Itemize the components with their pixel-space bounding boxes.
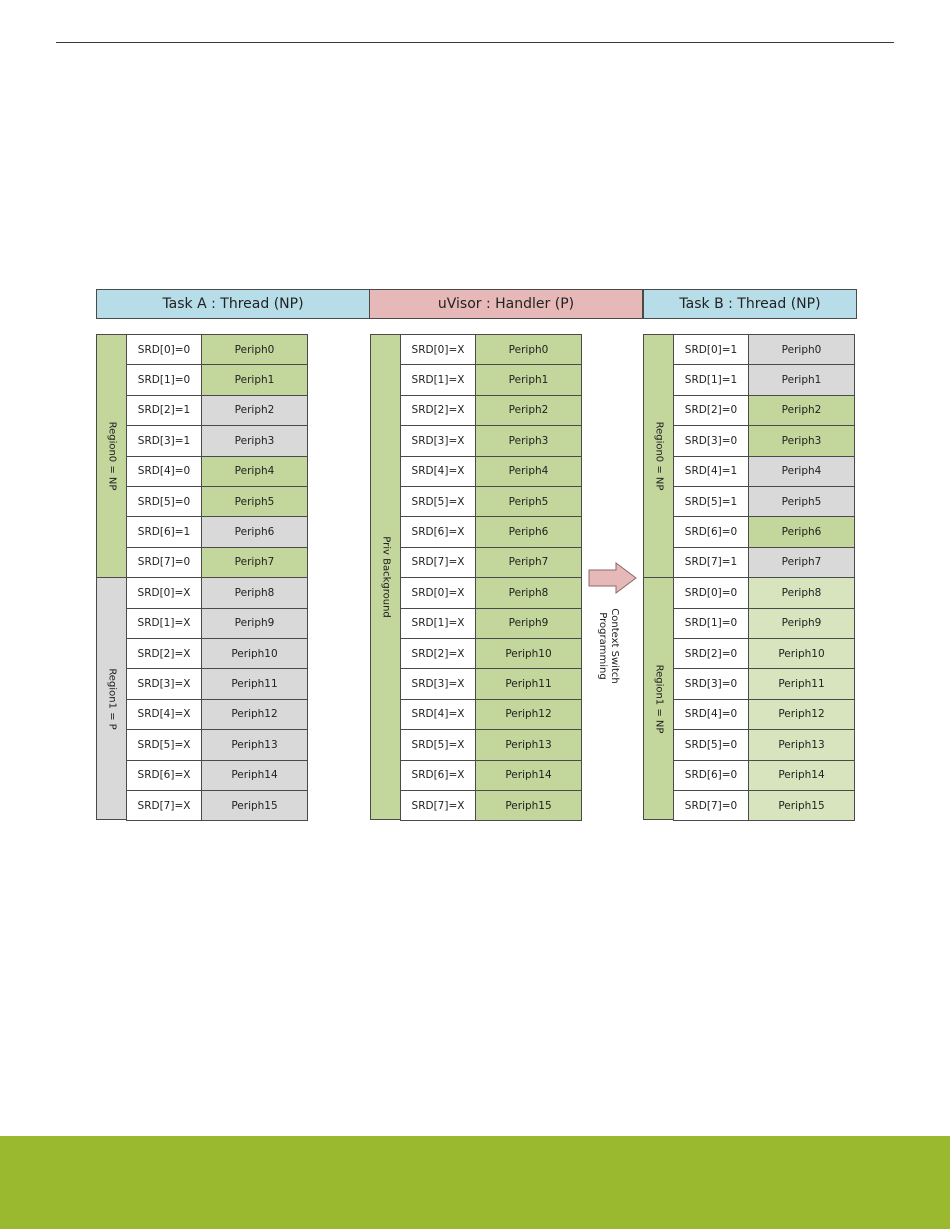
srd-cell: SRD[3]=X — [400, 668, 476, 699]
srd-cell: SRD[6]=0 — [673, 516, 749, 547]
table-row — [674, 669, 855, 699]
srd-cell: SRD[2]=0 — [673, 395, 749, 426]
table-row — [127, 791, 308, 821]
periph-cell: Periph13 — [748, 729, 855, 760]
srd-cell: SRD[1]=X — [400, 608, 476, 639]
srd-cell: SRD[6]=X — [400, 760, 476, 791]
srd-cell: SRD[4]=X — [400, 456, 476, 487]
header-uvisor: uVisor : Handler (P) — [369, 289, 643, 319]
srd-cell: SRD[7]=X — [400, 790, 476, 821]
periph-cell: Periph14 — [201, 760, 308, 791]
srd-cell: SRD[3]=0 — [673, 425, 749, 456]
table-row — [127, 517, 308, 547]
srd-cell: SRD[7]=X — [400, 547, 476, 578]
table-row — [401, 426, 582, 456]
srd-cell: SRD[0]=0 — [126, 334, 202, 365]
table-row — [674, 335, 855, 365]
srd-cell: SRD[3]=1 — [126, 425, 202, 456]
table-row — [674, 639, 855, 669]
table-row — [127, 396, 308, 426]
context-switch-label: Context Switch Programming — [597, 608, 620, 684]
periph-cell: Periph14 — [748, 760, 855, 791]
region0-label: Region0 = NP — [653, 421, 664, 491]
srd-cell: SRD[2]=1 — [126, 395, 202, 426]
table-row — [127, 578, 308, 608]
table-row — [127, 669, 308, 699]
context-switch-arrow-icon — [588, 562, 638, 594]
srd-cell: SRD[7]=1 — [673, 547, 749, 578]
table-row — [674, 609, 855, 639]
srd-cell: SRD[4]=X — [400, 699, 476, 730]
srd-cell: SRD[3]=X — [126, 668, 202, 699]
srd-cell: SRD[2]=X — [400, 638, 476, 669]
periph-cell: Periph2 — [201, 395, 308, 426]
srd-cell: SRD[3]=X — [400, 425, 476, 456]
srd-cell: SRD[0]=1 — [673, 334, 749, 365]
periph-cell: Periph15 — [748, 790, 855, 821]
srd-cell: SRD[4]=0 — [673, 699, 749, 730]
table-row — [401, 365, 582, 395]
periph-cell: Periph4 — [748, 456, 855, 487]
periph-cell: Periph8 — [748, 577, 855, 608]
srd-cell: SRD[4]=1 — [673, 456, 749, 487]
srd-cell: SRD[6]=X — [126, 760, 202, 791]
srd-cell: SRD[0]=0 — [673, 577, 749, 608]
table-row — [674, 396, 855, 426]
header-task-b: Task B : Thread (NP) — [643, 289, 857, 319]
table-row — [401, 457, 582, 487]
table-row — [674, 426, 855, 456]
srd-cell: SRD[0]=X — [400, 577, 476, 608]
srd-cell: SRD[2]=X — [400, 395, 476, 426]
srd-cell: SRD[2]=X — [126, 638, 202, 669]
srd-cell: SRD[6]=0 — [673, 760, 749, 791]
periph-cell: Periph8 — [475, 577, 582, 608]
srd-cell: SRD[5]=X — [400, 486, 476, 517]
table-row — [674, 791, 855, 821]
periph-cell: Periph9 — [201, 608, 308, 639]
periph-cell: Periph1 — [475, 364, 582, 395]
table-row — [401, 396, 582, 426]
table-row — [401, 335, 582, 365]
periph-cell: Periph15 — [475, 790, 582, 821]
periph-cell: Periph6 — [201, 516, 308, 547]
table-row — [401, 700, 582, 730]
table-row — [401, 639, 582, 669]
table-row — [127, 761, 308, 791]
table-row — [401, 517, 582, 547]
srd-cell: SRD[5]=0 — [126, 486, 202, 517]
table-row — [674, 517, 855, 547]
periph-cell: Periph2 — [475, 395, 582, 426]
header-task-a: Task A : Thread (NP) — [96, 289, 370, 319]
periph-cell: Periph4 — [475, 456, 582, 487]
periph-cell: Periph8 — [201, 577, 308, 608]
periph-cell: Periph5 — [475, 486, 582, 517]
periph-cell: Periph12 — [748, 699, 855, 730]
srd-cell: SRD[5]=1 — [673, 486, 749, 517]
srd-cell: SRD[7]=X — [126, 790, 202, 821]
srd-cell: SRD[1]=1 — [673, 364, 749, 395]
region1-block — [643, 577, 674, 820]
region0-label: Region0 = NP — [106, 421, 117, 491]
periph-cell: Periph4 — [201, 456, 308, 487]
srd-cell: SRD[7]=0 — [126, 547, 202, 578]
table-row — [127, 730, 308, 760]
srd-cell: SRD[6]=1 — [126, 516, 202, 547]
table-row — [127, 487, 308, 517]
srd-cell: SRD[1]=0 — [126, 364, 202, 395]
periph-cell: Periph5 — [748, 486, 855, 517]
srd-cell: SRD[7]=0 — [673, 790, 749, 821]
periph-cell: Periph7 — [748, 547, 855, 578]
periph-cell: Periph10 — [475, 638, 582, 669]
region1-label: Region1 = NP — [653, 664, 664, 733]
periph-cell: Periph2 — [748, 395, 855, 426]
periph-cell: Periph3 — [475, 425, 582, 456]
periph-cell: Periph5 — [201, 486, 308, 517]
periph-cell: Periph12 — [201, 699, 308, 730]
srd-cell: SRD[2]=0 — [673, 638, 749, 669]
region1-label: Region1 = P — [106, 667, 117, 730]
periph-cell: Periph6 — [475, 516, 582, 547]
table-row — [674, 578, 855, 608]
footer-band — [0, 1136, 950, 1229]
table-row — [127, 335, 308, 365]
periph-cell: Periph6 — [748, 516, 855, 547]
periph-cell: Periph7 — [201, 547, 308, 578]
priv-background-block — [370, 334, 401, 820]
table-row — [401, 487, 582, 517]
srd-cell: SRD[6]=X — [400, 516, 476, 547]
table-row — [401, 548, 582, 578]
table-row — [401, 578, 582, 608]
table-row — [127, 365, 308, 395]
periph-cell: Periph9 — [748, 608, 855, 639]
table-row — [401, 761, 582, 791]
periph-cell: Periph12 — [475, 699, 582, 730]
srd-cell: SRD[5]=X — [126, 729, 202, 760]
table-row — [401, 609, 582, 639]
table-row — [127, 457, 308, 487]
periph-cell: Periph0 — [201, 334, 308, 365]
table-row — [401, 730, 582, 760]
periph-cell: Periph1 — [201, 364, 308, 395]
srd-cell: SRD[0]=X — [400, 334, 476, 365]
region0-block — [96, 334, 127, 578]
srd-cell: SRD[4]=0 — [126, 456, 202, 487]
table-row — [127, 639, 308, 669]
table-row — [401, 791, 582, 821]
table-row — [674, 548, 855, 578]
top-rule — [56, 42, 894, 43]
srd-cell: SRD[1]=0 — [673, 608, 749, 639]
periph-cell: Periph3 — [748, 425, 855, 456]
table-row — [674, 730, 855, 760]
table-row — [127, 426, 308, 456]
table-row — [127, 700, 308, 730]
periph-cell: Periph11 — [201, 668, 308, 699]
priv-background-label: Priv Background — [380, 536, 391, 618]
periph-cell: Periph11 — [475, 668, 582, 699]
periph-cell: Periph13 — [201, 729, 308, 760]
periph-cell: Periph11 — [748, 668, 855, 699]
table-row — [674, 457, 855, 487]
table-row — [674, 700, 855, 730]
periph-cell: Periph10 — [748, 638, 855, 669]
periph-cell: Periph14 — [475, 760, 582, 791]
periph-cell: Periph0 — [748, 334, 855, 365]
periph-cell: Periph7 — [475, 547, 582, 578]
table-row — [674, 761, 855, 791]
periph-cell: Periph13 — [475, 729, 582, 760]
srd-cell: SRD[1]=X — [400, 364, 476, 395]
srd-cell: SRD[1]=X — [126, 608, 202, 639]
table-row — [127, 548, 308, 578]
periph-cell: Periph3 — [201, 425, 308, 456]
periph-cell: Periph15 — [201, 790, 308, 821]
table-row — [674, 365, 855, 395]
srd-cell: SRD[5]=X — [400, 729, 476, 760]
periph-cell: Periph0 — [475, 334, 582, 365]
table-row — [674, 487, 855, 517]
periph-cell: Periph9 — [475, 608, 582, 639]
periph-cell: Periph10 — [201, 638, 308, 669]
table-row — [401, 669, 582, 699]
table-row — [127, 609, 308, 639]
srd-cell: SRD[3]=0 — [673, 668, 749, 699]
srd-cell: SRD[4]=X — [126, 699, 202, 730]
srd-cell: SRD[0]=X — [126, 577, 202, 608]
srd-cell: SRD[5]=0 — [673, 729, 749, 760]
region0-block — [643, 334, 674, 578]
region1-block — [96, 577, 127, 820]
periph-cell: Periph1 — [748, 364, 855, 395]
